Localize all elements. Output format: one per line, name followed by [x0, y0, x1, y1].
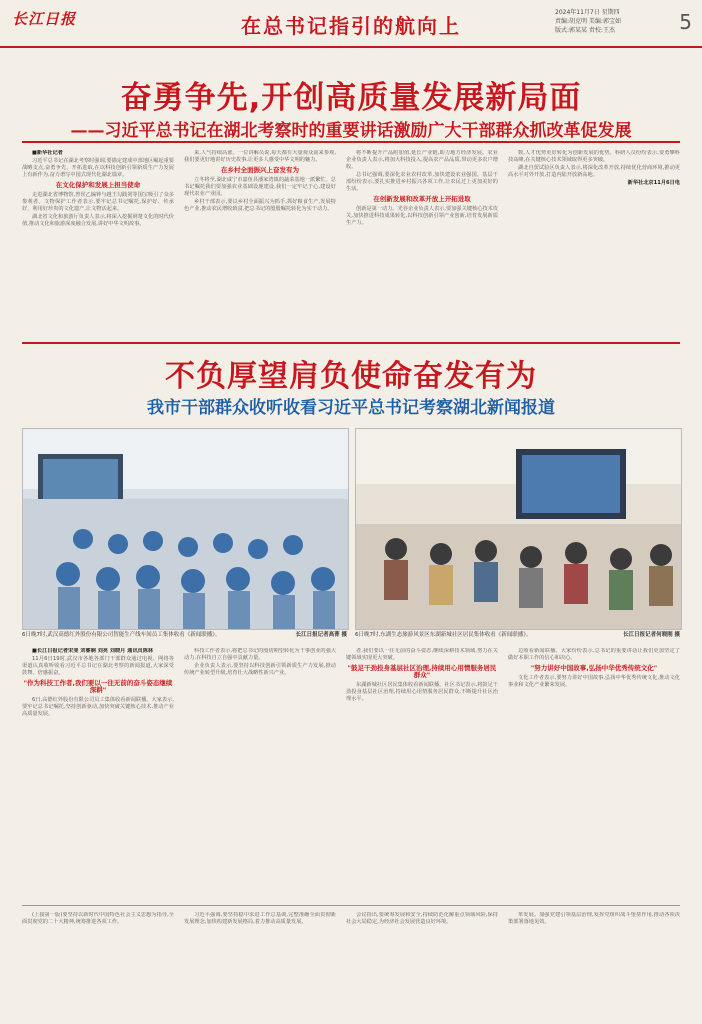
story2-byline: ■长江日报记者宋斐 刘睿娴 刘亮 刘晓月 通讯员陈林: [32, 648, 154, 654]
paragraph: 总书记强调,要深化农业农村改革,加快建设农业强国。基层干部纷纷表示,要扎实推进乡村振兴各项工作,让农民过上更加美好的生活。: [346, 172, 498, 192]
paragraph: 湖北省文化和旅游厅负责人表示,将深入挖掘荆楚文化的时代价值,推动文化和旅游深度融合发展,讲好中华文明故事。: [22, 214, 174, 227]
story2-subhead-2: "鼓足干劲投身基层社区治理,持续用心用情服务居民群众": [347, 664, 497, 679]
paragraph: 立冬将至,湖北咸宁市嘉鱼县潘家湾镇的蔬菜基地一派繁忙。总书记嘱托我们要加强农业基础设施建设,我们一定牢记于心,建设好现代农业产业园。: [184, 177, 336, 197]
paragraph: 会议指出,要统筹发展和安全,持续防范化解重点领域风险,保持社会大局稳定,为经济社会发展营造良好环境。: [346, 912, 498, 925]
story2-subhead-3: "努力讲好中国故事,弘扬中华优秀传统文化": [530, 664, 658, 672]
paragraph: 乡村干部表示,要以乡村全面振兴为抓手,抓好粮食生产,发展特色产业,推动农民增收致富,把总书记的殷殷嘱托转化为实干动力。: [184, 199, 336, 212]
story1-column-2: [184, 150, 336, 338]
issue-editor: 责编:胡克明 美编:郭宝如: [555, 18, 621, 25]
paragraph: 革发展。加强党建引领基层治理,发挥党组织战斗堡垒作用,推动各项决策部署落地见效。: [508, 912, 680, 925]
paragraph: 走进湖北省博物馆,曾侯乙编钟与越王勾践剑等国宝吸引了众多参观者。文物保护工作者表示,要牢记总书记嘱托,保护好、传承好、利用好珍贵的文化遗产,让文物活起来。: [22, 192, 174, 212]
story2-column-3: [346, 648, 498, 898]
story1-subhead-3: 在创新发展和改革开放上开拓进取: [373, 195, 471, 203]
paragraph: 边收看新闻联播。大家纷纷表示,总书记的重要讲话让我们更加坚定了做好本职工作的信心和决心。: [508, 648, 680, 661]
newspaper-logo: 长江日报: [12, 10, 77, 28]
paragraph: 11月6日19时,武汉市各地各部门干部群众通过电视、网络等渠道认真收听收看习近平总书记在湖北考察的新闻报道,大家深受鼓舞、倍感振奋。: [22, 656, 174, 676]
photo2-caption: 6日晚7时,东湖生态旅游风景区东湖新城社区居民集体收看《新闻联播》。: [355, 632, 532, 638]
photo-community-residents: [355, 428, 682, 630]
story-divider: [22, 342, 680, 344]
story2-subhead-1: "作为科技工作者,我们要以一往无前的奋斗姿态继续深耕": [23, 679, 173, 694]
paragraph: 科技工作者表示,将把总书记的殷切期望转化为干事创业的强大动力,在科技自立自强中贡献力量。: [184, 648, 336, 661]
paragraph: 创新是第一动力。光谷企业负责人表示,要加强关键核心技术攻关,加快推进科技成果转化,以科技创新引领产业创新,培育发展新质生产力。: [346, 206, 498, 226]
story1-byline: ■新华社记者: [32, 150, 63, 156]
story1-column-1: [22, 150, 174, 338]
story1-headline: 奋勇争先,开创高质量发展新局面: [120, 80, 582, 116]
paragraph: 湖北自贸试验区负责人表示,将深化改革开放,持续优化营商环境,推动更高水平对外开放,打造内陆开放新高地。: [508, 165, 680, 178]
story1-column-3: [346, 150, 498, 338]
paragraph: 者,我们要以一往无前的奋斗姿态,继续深耕技术领域,努力在关键领域实现更大突破。: [346, 648, 498, 661]
photo-factory-workers: [22, 428, 349, 630]
paragraph: 习近平强调,要坚持稳中求进工作总基调,完整准确全面贯彻新发展理念,加快构建新发展格局,着力推动高质量发展。: [184, 912, 336, 925]
page-number: 5: [679, 10, 692, 34]
story2-headline: 不负厚望肩负使命奋发有为: [165, 359, 537, 394]
story2-subheadline: 我市干部群众收听收看习近平总书记考察湖北新闻报道: [147, 398, 555, 418]
paragraph: 将不断提升产品附加值,延长产业链,助力地方经济发展。农业企业负责人表示,将加大科技投入,提高农产品品质,带动更多农户增收。: [346, 150, 498, 170]
story1-subhead-2: 在乡村全面振兴上奋发有为: [221, 166, 299, 174]
photo2-credit: 长江日报记者何晓刚 摄: [623, 632, 680, 638]
paragraph: (上接第一版)要坚持以新时代中国特色社会主义思想为指导,全面贯彻党的二十大精神,统筹推进各项工作。: [22, 912, 174, 925]
story2-column-2: [184, 648, 336, 898]
issue-date: 2024年11月7日 星期四: [555, 9, 620, 16]
paragraph: 来,人气持续高涨。一位讲解员说,每天都有大量观众前来参观,我们要更好地讲好历史故事,让更多人感受中华文明的魅力。: [184, 150, 336, 163]
story1-subheadline: ——习近平总书记在湖北考察时的重要讲话激励广大干部群众抓改革促发展: [70, 121, 632, 141]
continued-column-3: [346, 912, 498, 1017]
story1-dateline: 新华社北京11月6日电: [627, 180, 680, 186]
masthead: [0, 0, 702, 48]
story2-column-1: [22, 648, 174, 898]
story1-rule: [22, 141, 680, 143]
continued-column-4: [508, 912, 680, 1017]
paragraph: 文化工作者表示,要努力讲好中国故事,弘扬中华优秀传统文化,推动文化事业和文化产业繁荣发展。: [508, 675, 680, 688]
paragraph: 企业负责人表示,要坚持以科技创新引领新质生产力发展,推动传统产业转型升级,培育壮大战略性新兴产业。: [184, 663, 336, 676]
story1-column-4: [508, 150, 680, 338]
bottom-divider: [22, 905, 680, 906]
paragraph: 东湖新城社区居民集体收看新闻联播。社区书记表示,将鼓足干劲投身基层社区治理,持续用心用情服务居民群众,不断提升社区治理水平。: [346, 682, 498, 702]
issue-proof: 版式:郭某某 责校:王杰: [555, 27, 615, 34]
photo1-caption: 6日晚7时,武汉高德红外股份有限公司智能生产线车间员工集体收看《新闻联播》。: [22, 632, 221, 638]
photo1-credit: 长江日报记者高菁 摄: [295, 632, 347, 638]
story2-column-4: [508, 648, 680, 898]
paragraph: 6日,高德红外股份有限公司员工集体收看新闻联播。大家表示,要牢记总书记嘱托,坚持创新驱动,加快突破关键核心技术,推动产业高质量发展。: [22, 697, 174, 717]
issue-meta: [555, 8, 665, 35]
section-title: 在总书记指引的航向上: [241, 14, 461, 38]
paragraph: 习近平总书记在湖北考察时强调,要锚定建成中部地区崛起重要战略支点,奋勇争先、开拓进取,在以科技创新引领新质生产力发展上有新作为,奋力谱写中国式现代化湖北篇章。: [22, 158, 174, 178]
story1-subhead-1: 在文化保护和发展上担当使命: [55, 181, 141, 189]
continued-column-2: [184, 912, 336, 1017]
continued-column-1: [22, 912, 174, 1017]
paragraph: 数,人才优势更好转化为创新发展的优势。科研人员纷纷表示,要勇攀科技高峰,在关键核心技术领域取得更多突破。: [508, 150, 680, 163]
